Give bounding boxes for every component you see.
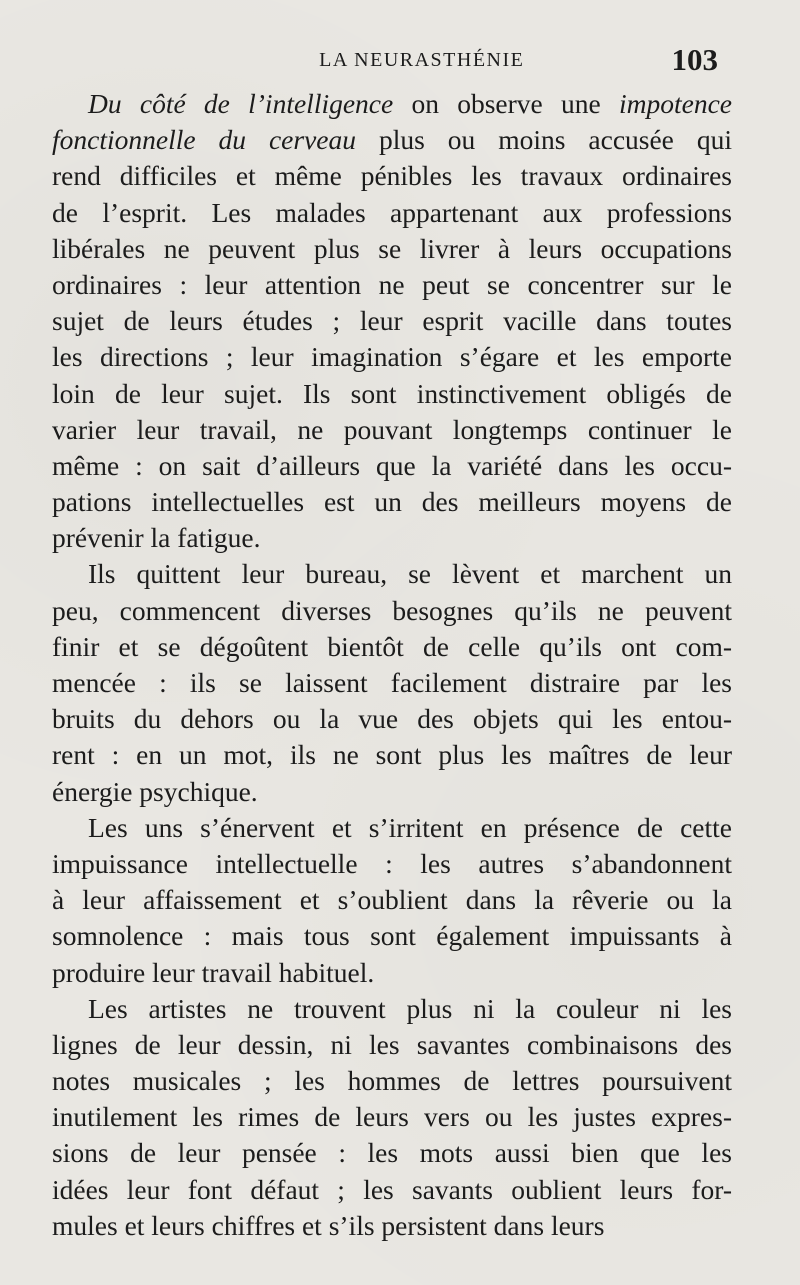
text-line [52, 701, 732, 737]
text-line [52, 122, 732, 158]
text-line [52, 448, 732, 484]
text-line [52, 303, 732, 339]
text-segment: Les artistes ne trouvent plus ni la couleur ni les [88, 992, 732, 1024]
paragraph [52, 86, 732, 556]
text-segment: varier leur travail, ne pouvant longtemps continuer le [52, 413, 732, 445]
text-segment: sions de leur pensée : les mots aussi bien que les [52, 1137, 732, 1169]
text-line [52, 412, 732, 448]
text-segment: peu, commencent diverses besognes qu’ils ne peuvent [52, 594, 732, 626]
text-segment: impuissance intellectuelle : les autres s’abandonnent [52, 847, 732, 879]
text-line [52, 158, 732, 194]
text-line [52, 774, 732, 810]
italic-phrase: Du côté de l’intelligence [88, 88, 394, 119]
text-line [52, 267, 732, 303]
text-line [52, 955, 732, 991]
text-line [52, 520, 732, 556]
paragraph [52, 556, 732, 809]
text-segment: notes musicales ; les hommes de lettres poursuivent [52, 1065, 732, 1097]
text-line [52, 339, 732, 375]
text-segment: inutilement les rimes de leurs vers ou les justes expres- [52, 1101, 732, 1133]
text-segment: plus ou moins accusée qui [356, 124, 732, 156]
text-line [52, 484, 732, 520]
text-line [52, 918, 732, 954]
text-line [52, 376, 732, 412]
text-line [52, 1172, 732, 1208]
text-segment: rend difficiles et même pénibles les travaux ordinaires [52, 160, 732, 192]
text-segment: lignes de leur dessin, ni les savantes combinaisons des [52, 1028, 732, 1060]
body-text [52, 86, 732, 1244]
running-title: LA NEURASTHÉNIE [319, 48, 525, 71]
text-segment: prévenir la fatigue. [52, 522, 261, 554]
text-line [52, 1099, 732, 1135]
text-segment: libérales ne peuvent plus se livrer à leurs occupations [52, 232, 732, 264]
text-line [52, 1027, 732, 1063]
paragraph [52, 810, 732, 991]
text-line [52, 1063, 732, 1099]
text-segment: Ils quittent leur bureau, se lèvent et marchent un [88, 558, 732, 590]
italic-phrase: fonctionnelle du cerveau [52, 124, 357, 156]
text-line [52, 882, 732, 918]
text-line [52, 991, 732, 1027]
paragraph [52, 991, 732, 1244]
text-segment: somnolence : mais tous sont également impuissants à [52, 920, 732, 952]
text-line [52, 195, 732, 231]
text-segment: mencée : ils se laissent facilement distraire par les [52, 667, 732, 698]
text-segment: les directions ; leur imagination s’égare et les emporte [52, 341, 732, 373]
text-line [52, 846, 732, 882]
text-line [52, 629, 732, 665]
text-segment: bruits du dehors ou la vue des objets qui les entou- [52, 703, 732, 735]
text-line [52, 231, 732, 267]
text-segment: mules et leurs chiffres et s’ils persistent dans leurs [52, 1209, 605, 1241]
text-segment: loin de leur sujet. Ils sont instinctivement obligés de [52, 377, 732, 409]
page-number: 103 [671, 42, 718, 77]
text-line [52, 1208, 732, 1244]
text-segment: pations intellectuelles est un des meilleurs moyens de [52, 486, 732, 518]
text-segment: Les uns s’énervent et s’irritent en présence de cette [88, 811, 732, 843]
text-line [52, 86, 732, 122]
text-line [52, 556, 732, 592]
text-line [52, 810, 732, 846]
text-segment: idées leur font défaut ; les savants oublient leurs for- [52, 1173, 732, 1205]
text-segment: à leur affaissement et s’oublient dans la rêverie ou la [52, 884, 732, 916]
text-line [52, 1135, 732, 1171]
text-segment: rent : en un mot, ils ne sont plus les maîtres de leur [52, 739, 732, 771]
text-segment: on observe une [393, 88, 619, 119]
text-segment: ordinaires : leur attention ne peut se concentrer sur le [52, 268, 732, 300]
italic-phrase: impotence [618, 88, 732, 119]
text-segment: finir et se dégoûtent bientôt de celle qu’ils ont com- [52, 630, 732, 662]
text-segment: sujet de leurs études ; leur esprit vacille dans toutes [52, 305, 732, 337]
text-segment: énergie psychique. [52, 775, 258, 807]
text-line [52, 593, 732, 629]
text-segment: même : on sait d’ailleurs que la variété dans les occu- [52, 449, 732, 481]
running-head [52, 40, 718, 80]
text-segment: produire leur travail habituel. [52, 956, 375, 988]
text-segment: de l’esprit. Les malades appartenant aux professions [52, 196, 732, 228]
text-line [52, 665, 732, 701]
text-line [52, 737, 732, 773]
